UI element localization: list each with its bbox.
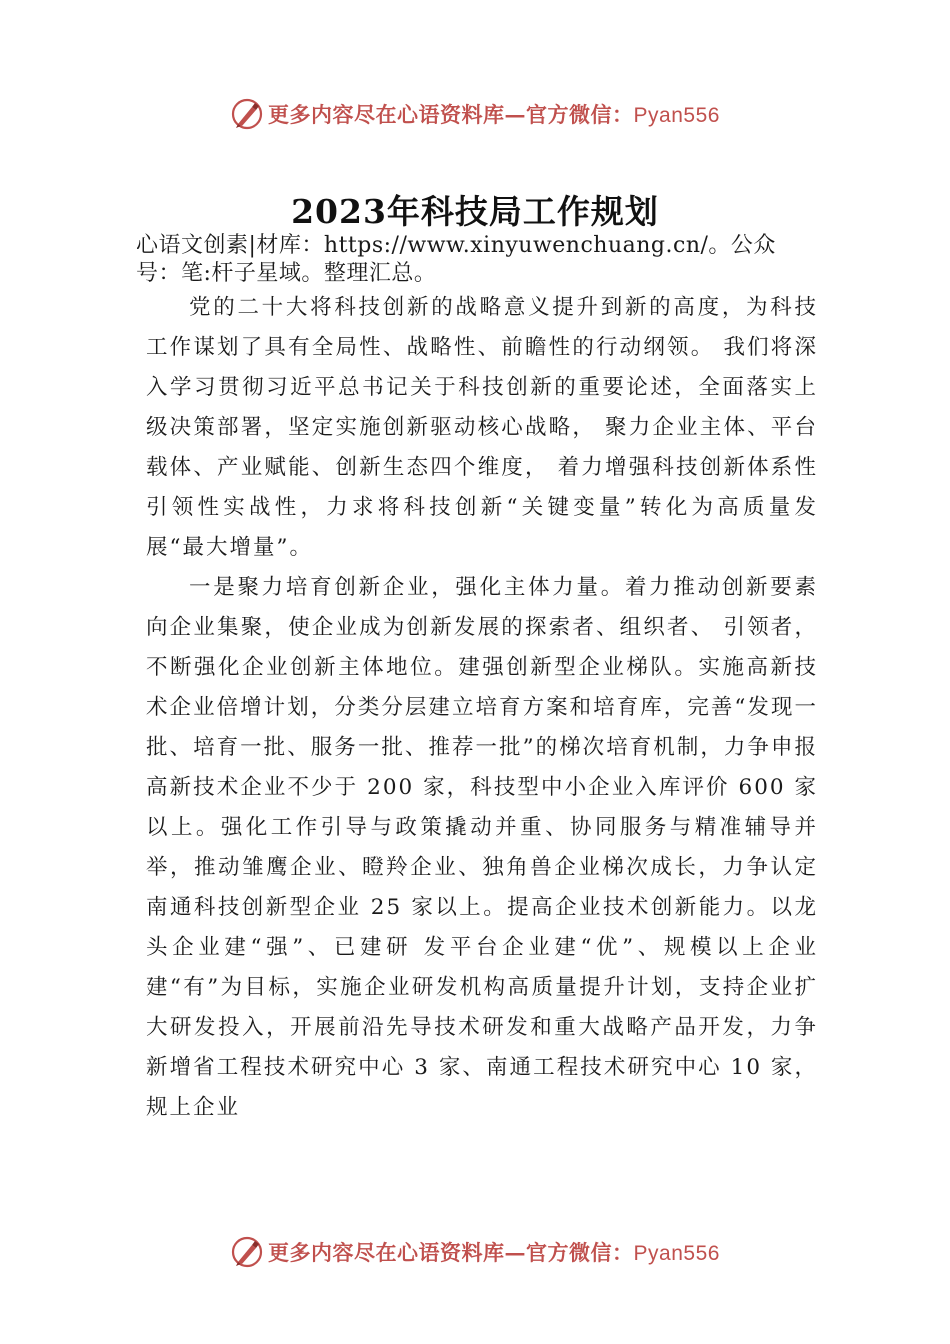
watermark-wechat-id: Pyan556 bbox=[633, 104, 720, 127]
paragraph-intro: 党的二十大将科技创新的战略意义提升到新的高度，为科技工作谋划了具有全局性、战略性、前瞻性的行动纲领。 我们将深入学习贯彻习近平总书记关于科技创新的重要论述，全面落实上级决策部署，坚定实施创新驱动核心战略， 聚力企业主体、平台载体、产业赋能、创新生态四个维度， 着力增强科技创新体系性引领性实战性，力求将科技创新“关键变量”转化为高质量发展“最大增量”。 bbox=[146, 295, 818, 560]
watermark-banner-bottom bbox=[0, 1232, 950, 1272]
watermark-text-cn: 更多内容尽在心语资料库—官方微信： bbox=[268, 1240, 634, 1265]
watermark-text-cn: 更多内容尽在心语资料库—官方微信： bbox=[268, 102, 634, 127]
document-body bbox=[146, 288, 818, 1128]
watermark-wechat-id: Pyan556 bbox=[633, 1242, 720, 1265]
document-title: 2023年科技局工作规划 bbox=[291, 192, 659, 231]
watermark-banner-top bbox=[0, 94, 950, 134]
pen-logo-icon bbox=[230, 97, 264, 131]
watermark-text bbox=[268, 99, 720, 129]
paragraph-enterprise: 一是聚力培育创新企业，强化主体力量。着力推动创新要素向企业集聚，使企业成为创新发展的探索者、组织者、 引领者，不断强化企业创新主体地位。建强创新型企业梯队。实施高新技术企业倍增计划，分类分层建立培育方案和培育库，完善“发现一批、培育一批、服务一批、推荐一批”的梯次培育机制，力争申报高新技术企业不少于 200 家，科技型中小企业入库评价 600 家以上。强化工作引导与政策撬动并重、协同服务与精准辅导并举，推动雏鹰企业、瞪羚企业、独角兽企业梯次成长，力争认定南通科技创新型企业 25 家以上。提高企业技术创新能力。以龙头企业建“强”、已建研 发平台企业建“优”、规模以上企业建“有”为目标，实施企业研发机构高质量提升计划，支持企业扩大研发投入，开展前沿先导技术研发和重大战略产品开发，力争新增省工程技术研究中心 3 家、南通工程技术研究中心 10 家，规上企业 bbox=[146, 575, 818, 1120]
watermark-text bbox=[268, 1237, 720, 1267]
source-line: 心语文创素|材库：https://www.xinyuwenchuang.cn/。公众号：笔:杆子星域。整理汇总。 bbox=[136, 233, 776, 286]
pen-logo-icon bbox=[230, 1235, 264, 1269]
